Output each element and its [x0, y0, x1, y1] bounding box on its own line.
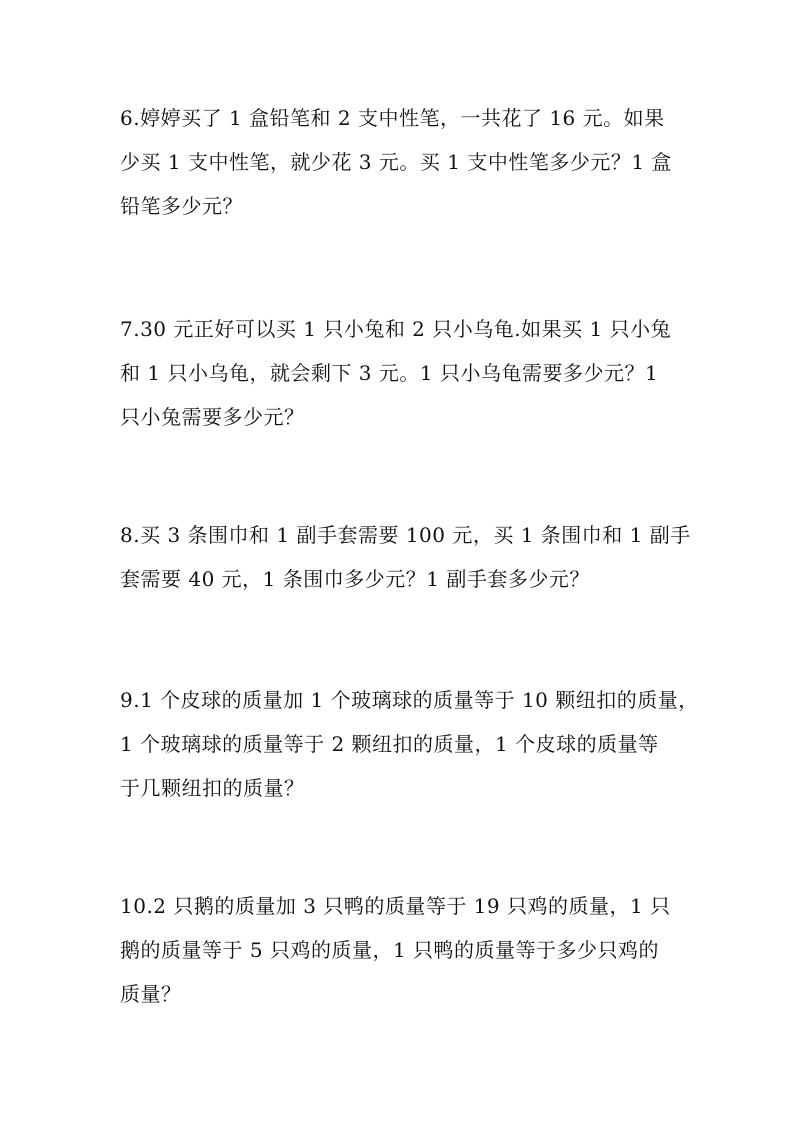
problem-10 [120, 884, 680, 1016]
problem-9-line-1: 9.1 个皮球的质量加 1 个玻璃球的质量等于 10 颗纽扣的质量， [120, 688, 699, 712]
problem-6-line-2: 少买 1 支中性笔，就少花 3 元。买 1 支中性笔多少元？1 盒 [120, 150, 672, 174]
problem-9-line-2: 1 个玻璃球的质量等于 2 颗纽扣的质量，1 个皮球的质量等 [120, 732, 659, 756]
problem-6-line-3: 铅笔多少元？ [120, 194, 243, 218]
problem-10-line-3: 质量？ [120, 982, 182, 1006]
problem-7 [120, 307, 680, 439]
problem-9 [120, 678, 699, 810]
problem-7-line-1: 7.30 元正好可以买 1 只小兔和 2 只小乌龟.如果买 1 只小兔 [120, 317, 672, 341]
problem-7-line-3: 只小兔需要多少元？ [120, 405, 305, 429]
problem-6-line-1: 6.婷婷买了 1 盒铅笔和 2 支中性笔，一共花了 16 元。如果 [120, 106, 665, 130]
problem-8 [120, 513, 691, 601]
problem-8-line-1: 8.买 3 条围巾和 1 副手套需要 100 元，买 1 条围巾和 1 副手 [120, 523, 691, 547]
problem-9-line-3: 于几颗纽扣的质量？ [120, 776, 305, 800]
problem-8-line-2: 套需要 40 元，1 条围巾多少元？1 副手套多少元？ [120, 567, 590, 591]
problem-10-line-2: 鹅的质量等于 5 只鸡的质量，1 只鸭的质量等于多少只鸡的 [120, 938, 660, 962]
problem-7-line-2: 和 1 只小乌龟，就会剩下 3 元。1 只小乌龟需要多少元？1 [120, 361, 659, 385]
problem-10-line-1: 10.2 只鹅的质量加 3 只鸭的质量等于 19 只鸡的质量，1 只 [120, 894, 671, 918]
problem-6 [120, 96, 680, 228]
